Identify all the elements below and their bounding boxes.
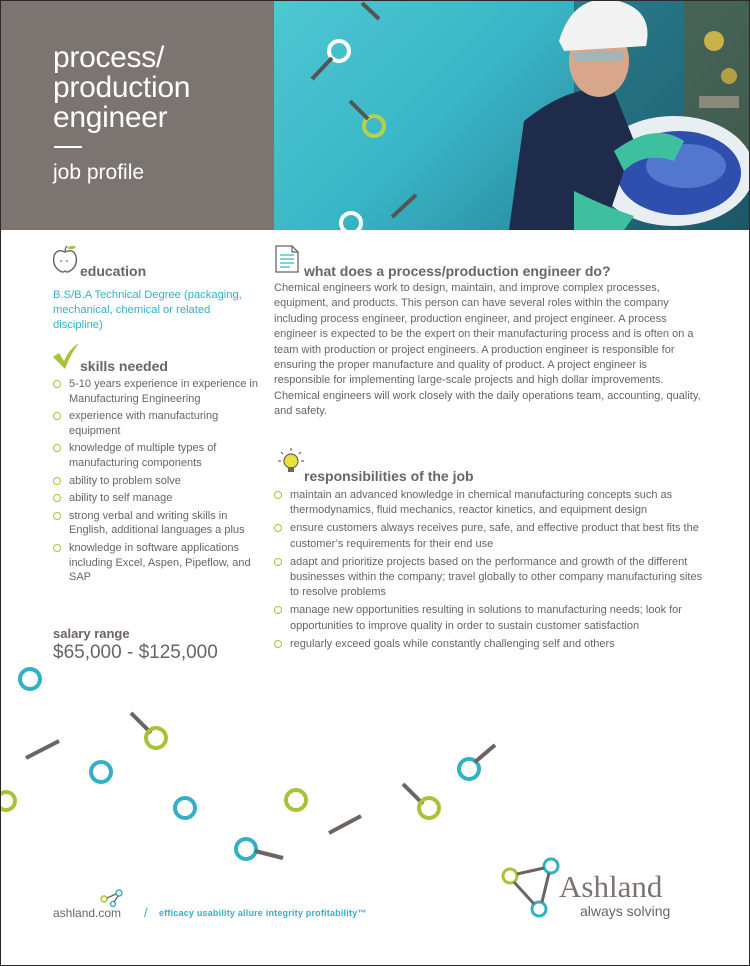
- ring-bullet-icon: [274, 558, 282, 566]
- ashland-logo-text: Ashland: [559, 869, 663, 904]
- salary-label: salary range: [53, 626, 130, 641]
- photo-illustration: [274, 1, 750, 230]
- list-item: [53, 441, 258, 470]
- list-item: [53, 409, 258, 438]
- list-item: [53, 377, 258, 406]
- list-item: [53, 474, 258, 489]
- page-subtitle: job profile: [53, 161, 145, 184]
- header-panel: [1, 1, 274, 230]
- ring-bullet-icon: [274, 640, 282, 648]
- ashland-mini-logo-icon: [99, 889, 125, 907]
- title-line: process/: [53, 41, 164, 74]
- list-item: [53, 491, 258, 506]
- list-item: [53, 509, 258, 538]
- skill-text: experience with manufacturing equipment: [69, 410, 219, 437]
- skill-text: knowledge in software applications including Excel, Aspen, Pipeflow, and SAP: [69, 541, 251, 584]
- responsibility-text: ensure customers always receives pure, safe, and effective product that best fits the customer’s requirements for their end use: [290, 522, 699, 550]
- checkmark-icon: [51, 341, 81, 371]
- what-heading: what does a process/production engineer do?: [304, 263, 611, 279]
- ashland-tagline: always solving: [580, 903, 671, 919]
- lightbulb-icon: [276, 446, 306, 476]
- skills-list: [53, 377, 258, 588]
- list-item: [274, 637, 706, 652]
- responsibility-text: manage new opportunities resulting in solutions to manufacturing needs; look for opportunities to improve quality in order to sustain customer satisfaction: [290, 604, 682, 632]
- ring-bullet-icon: [53, 544, 61, 552]
- skill-text: knowledge of multiple types of manufacturing components: [69, 442, 217, 469]
- ring-bullet-icon: [274, 491, 282, 499]
- responsibility-text: adapt and prioritize projects based on the performance and growth of the different businesses within the company; travel globally to other company manufacturing sites to resolve problems: [290, 555, 703, 599]
- ring-bullet-icon: [53, 512, 61, 520]
- list-item: [53, 541, 258, 585]
- what-description: Chemical engineers work to design, maintain, and improve complex processes, equipment, and products. This person can have several roles within the company including process engineer, production engineer, and project engineer. A process engineer is expected to be the expert on their manufacturing process and is often on a team with production or project engineers. A production engineer is responsible for ensuring the proper manufacture and quality of product. A project engineer is responsible for implementing large-scale projects and high dollar improvements. Chemical engineers will work closely with the daily operations team, accounting, quality, and safety.: [274, 282, 701, 418]
- education-heading: education: [80, 263, 147, 279]
- salary-value: $65,000 - $125,000: [53, 642, 218, 663]
- footer-divider: /: [144, 905, 148, 920]
- document-icon: [274, 244, 300, 274]
- skill-text: 5-10 years experience in experience in Manufacturing Engineering: [69, 378, 258, 405]
- responsibilities-heading: responsibilities of the job: [304, 468, 474, 484]
- education-text: B.S/B.A Technical Degree (packaging, mechanical, chemical or related discipline): [53, 289, 242, 331]
- molecule-decoration: [1, 661, 521, 871]
- ring-bullet-icon: [53, 412, 61, 420]
- list-item: [274, 488, 706, 518]
- responsibility-text: regularly exceed goals while constantly challenging self and others: [290, 637, 615, 650]
- ashland-logo-icon: [498, 856, 563, 921]
- title-line: production: [53, 71, 191, 104]
- apple-icon: [51, 244, 79, 274]
- list-item: [274, 555, 706, 601]
- skill-text: ability to problem solve: [69, 474, 181, 487]
- ring-bullet-icon: [53, 477, 61, 485]
- ring-bullet-icon: [274, 524, 282, 532]
- skill-text: ability to self manage: [69, 492, 173, 505]
- ring-bullet-icon: [53, 380, 61, 388]
- ring-bullet-icon: [53, 444, 61, 452]
- title-divider: [54, 146, 82, 148]
- skill-text: strong verbal and writing skills in English, additional languages a plus: [69, 509, 245, 537]
- ring-bullet-icon: [53, 494, 61, 502]
- website-link[interactable]: ashland.com: [53, 906, 122, 920]
- responsibility-text: maintain an advanced knowledge in chemical manufacturing concepts such as thermodynamics, fluid mechanics, reactor kinetics, and equipment design: [290, 489, 673, 517]
- brand-values: efficacy usability allure integrity profitability™: [159, 908, 367, 918]
- ring-bullet-icon: [274, 606, 282, 614]
- list-item: [274, 521, 706, 551]
- list-item: [274, 603, 706, 633]
- responsibilities-list: [274, 488, 706, 655]
- page-title: [53, 43, 190, 133]
- skills-heading: skills needed: [80, 358, 168, 374]
- engineer-photo: [274, 1, 750, 230]
- title-line: engineer: [53, 101, 168, 134]
